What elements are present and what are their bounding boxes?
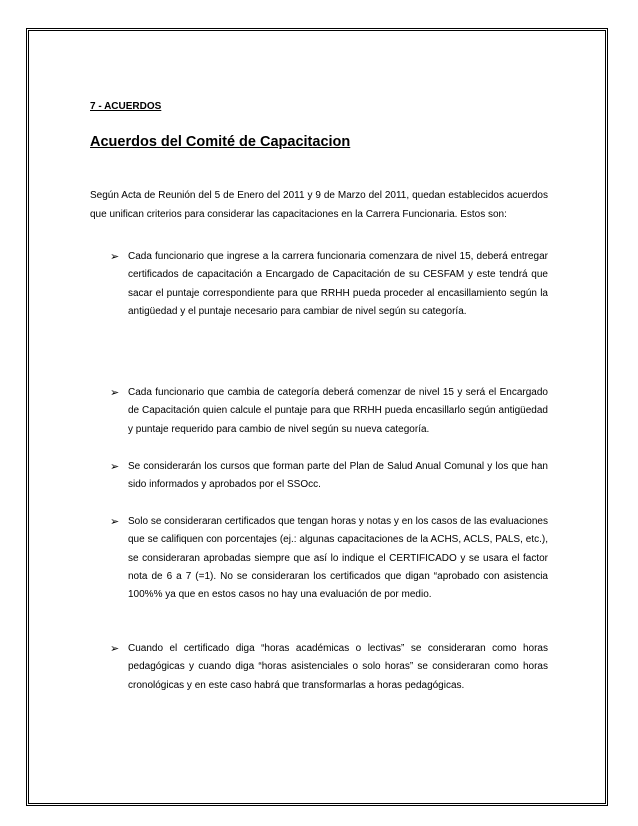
- document-title: Acuerdos del Comité de Capacitacion: [90, 134, 351, 150]
- list-item-text: Cuando el certificado diga “horas académicas o lectivas” se consideraran como horas pedagógicas y cuando diga “horas asistenciales o solo horas” se consideraran como horas cronológicas y en este caso habrá que transformarlas a horas pedagógicas.: [128, 643, 548, 691]
- list-item-text: Cada funcionario que cambia de categoría deberá comenzar de nivel 15 y será el Encargado de Capacitación quien calcule el puntaje para que RRHH pueda encasillarlo según antigüedad y puntaje requerido para cambio de nivel según su nueva categoría.: [128, 387, 548, 435]
- list-item-text: Solo se consideraran certificados que tengan horas y notas y en los casos de las evaluaciones que se califiquen con porcentajes (ej.: algunas capacitaciones de la ACHS, ACLS, PALS, etc.), se consideraran aprobadas siempre que así lo indique el CERTIFICADO y se usara el factor nota de 6 a 7 (=1). No se consideraran los certificados que digan “aprobado con asistencia 100%% ya que en estos casos no hay una evaluación de por medio.: [128, 516, 548, 601]
- arrow-bullet-icon: ➢: [110, 251, 120, 263]
- section-label: 7 - ACUERDOS: [90, 101, 162, 112]
- list-item-text: Cada funcionario que ingrese a la carrera funcionaria comenzara de nivel 15, deberá entregar certificados de capacitación a Encargado de Capacitación de su CESFAM y este tendrá que sacar el puntaje correspondiente para que RRHH pueda proceder al encasillamiento según la antigüedad y el puntaje necesario para cambiar de nivel según su categoría.: [128, 251, 548, 317]
- arrow-bullet-icon: ➢: [110, 387, 120, 399]
- arrow-bullet-icon: ➢: [110, 461, 120, 473]
- list-item-text: Se considerarán los cursos que forman parte del Plan de Salud Anual Comunal y los que han sido informados y aprobados por el SSOcc.: [128, 461, 548, 491]
- arrow-bullet-icon: ➢: [110, 516, 120, 528]
- list-item: [110, 248, 548, 321]
- list-item: [110, 513, 548, 604]
- list-item: [110, 384, 548, 439]
- arrow-bullet-icon: ➢: [110, 643, 120, 655]
- list-item: [110, 640, 548, 695]
- intro-paragraph: Según Acta de Reunión del 5 de Enero del 2011 y 9 de Marzo del 2011, quedan establecidos acuerdos que unifican criterios para considerar las capacitaciones en la Carrera Funcionaria. Estos son:: [90, 190, 548, 220]
- list-item: [110, 458, 548, 495]
